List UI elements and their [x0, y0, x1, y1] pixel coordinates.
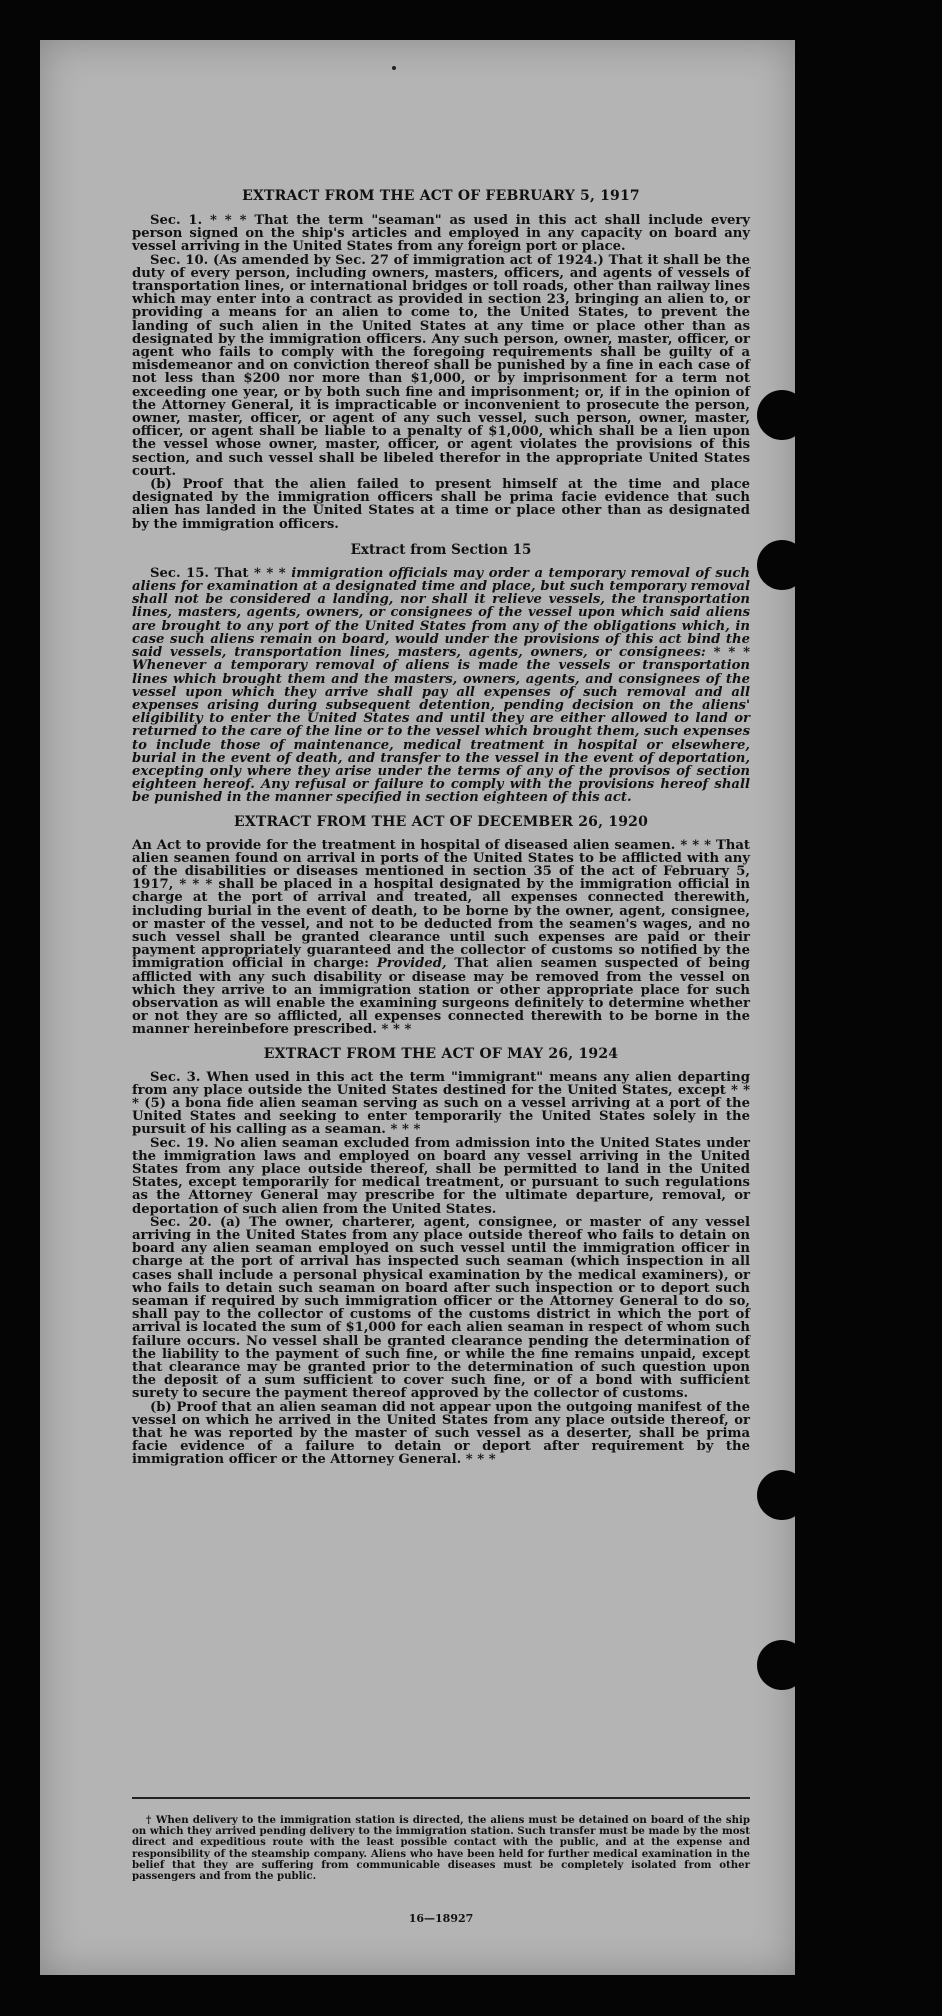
footnote-divider	[132, 1797, 750, 1799]
footnote-text: † When delivery to the immigration station is directed, the aliens must be detained on board of the ship on which they arrived pending delivery to the immigration station. Such transfer must be made by the most direct and expeditious route with the least possible contact with the public, and at the expense and responsibility of the steamship company. Aliens who have been held for further medical examination in the belief that they are suffering from communicable diseases must be completely isolated from other passengers and from the public.	[132, 1814, 750, 1883]
footnote	[132, 1815, 750, 1882]
paragraph-sec-1: Sec. 1. * * * That the term "seaman" as used in this act shall include every person signed on the ship's articles and employed in any capacity on board any vessel arriving in the United States from any foreign port or place.	[132, 213, 750, 255]
section-title-sec-15: Extract from Section 15	[350, 541, 532, 558]
sec-15-lead: Sec. 15. That * * *	[150, 565, 286, 581]
document-number: 16—18927	[408, 1912, 474, 1925]
paragraph-sec-20-a: Sec. 20. (a) The owner, charterer, agent, consignee, or master of any vessel arriving in the United States from any place outside thereof who fails to detain on board any alien seaman employed on such vessel until the immigration officer in charge at the port of arrival has inspected such seaman (which inspection in all cases shall include a personal physical examination by the medical examiners), or who fails to detain such seaman on board after such inspection or to deport such seaman if required by such immigration officer or the Attorney General to do so, shall pay to the collector of customs of the customs district in which the port of arrival is located the sum of $1,000 for each alien seaman in respect of whom such failure occurs. No vessel shall be granted clearance pending the determination of the liability to the payment of such fine, or while the fine remains unpaid, except that clearance may be granted prior to the determination of such question upon the deposit of a sum sufficient to cover such fine, or of a bond with sufficient surety to secure the payment thereof approved by the collector of customs.	[132, 1214, 750, 1402]
document-body	[132, 188, 750, 1467]
punch-hole-2	[757, 540, 807, 590]
paragraph-sec-20-b: (b) Proof that an alien seaman did not appear upon the outgoing manifest of the vessel on which he arrived in the United States from any place outside thereof, or that he was reported by the master of such vessel as a deserter, shall be prima facie evidence of a failure to detain or deport after requirement by the immigration officer or the Attorney General. * * *	[132, 1399, 750, 1468]
section-title-feb-1917: EXTRACT FROM THE ACT OF FEBRUARY 5, 1917	[242, 188, 640, 204]
paragraph-sec-10-b: (b) Proof that the alien failed to present himself at the time and place designated by the immigration officers shall be prima facie evidence that such alien has landed in the United States at a time or place other than as designated by the immigration officers.	[132, 477, 750, 532]
paragraph-sec-10: Sec. 10. (As amended by Sec. 27 of immigration act of 1924.) That it shall be the duty of every person, including owners, masters, officers, and agents of vessels of transportation lines, or international bridges or toll roads, other than railway lines which may enter into a contract as provided in section 23, bringing an alien to, or providing a means for an alien to come to, the United States, to prevent the landing of such alien in the United States at any time or place other than as designated by the immigration officers. Any such person, owner, master, officer, or agent who fails to comply with the foregoing requirements shall be guilty of a misdemeanor and on conviction thereof shall be punished by a fine in each case of not less than $200 nor more than $1,000, or by imprisonment for a term not exceeding one year, or by both such fine and imprisonment; or, if in the opinion of the Attorney General, it is impracticable or inconvenient to prosecute the person, owner, master, officer, or agent of any such vessel, such person, owner, master, officer, or agent shall be liable to a penalty of $1,000, which shall be a lien upon the vessel whose owner, master, officer, or agent violates the provisions of this section, and such vessel shall be libeled therefor in the appropriate United States court.	[132, 252, 750, 479]
section-title-may-1924: EXTRACT FROM THE ACT OF MAY 26, 1924	[263, 1045, 619, 1062]
provided-label: Provided,	[376, 956, 447, 972]
punch-hole-4	[757, 1640, 807, 1690]
punch-hole-1	[757, 390, 807, 440]
sec-15-italic-text: immigration officials may order a temporary removal of such aliens for examination at a designated time and place, but such temporary removal shall not be considered a landing, nor shall it relieve vessels, the transportation lines, masters, agents, owners, or consignees of the vessel upon which said aliens are brought to any port of the United States from any of the obligations which, in case such aliens remain on board, would under the provisions of this act bind the said vessels, transportation lines, masters, agents, owners, or consignees: * * * Whenever a temporary removal of aliens is made the vessels or transportation lines which brought them and the masters, owners, agents, and consignees of the vessel upon which they arrive shall pay all expenses of such removal and all expenses arising during subsequent detention, pending decision on the aliens' eligibility to enter the United States and until they are either allowed to land or returned to the care of the line or to the vessel which brought them, such expenses to include those of maintenance, medical treatment in hospital or elsewhere, burial in the event of death, and transfer to the vessel in the event of deportation, excepting only where they arise under the terms of any of the provisos of section eighteen hereof. Any refusal or failure to comply with the provisions hereof shall be punished in the manner specified in section eighteen of this act.	[132, 565, 750, 806]
document-page	[40, 40, 795, 1975]
dec-1920-text: An Act to provide for the treatment in hospital of diseased alien seamen. * * * That alien seamen found on arrival in ports of the United States to be afflicted with any of the disabilities or diseases mentioned in section 35 of the act of February 5, 1917, * * * shall be placed in a hospital designated by the immigration official in charge at the port of arrival and treated, all expenses connected therewith, including burial in the event of death, to be borne by the owner, agent, consignee, or master of the vessel, and not to be deducted from the seamen's wages, and no such vessel shall be granted clearance until such expenses are paid or their payment appropriately guaranteed and the collector of customs so notified by the immigration official in charge:	[132, 837, 750, 972]
paragraph-sec-15	[132, 567, 750, 805]
paper-speck	[392, 66, 396, 70]
paragraph-sec-3: Sec. 3. When used in this act the term "immigrant" means any alien departing from any place outside the United States destined for the United States, except * * * (5) a bona fide alien seaman serving as such on a vessel arriving at a port of the United States and seeking to enter temporarily the United States solely in the pursuit of his calling as a seaman. * * *	[132, 1069, 750, 1138]
paragraph-sec-19: Sec. 19. No alien seaman excluded from admission into the United States under the immigration laws and employed on board any vessel arriving in the United States from any place outside thereof, shall be permitted to land in the United States, except temporarily for medical treatment, or pursuant to such regulations as the Attorney General may prescribe for the ultimate departure, removal, or deportation of such alien from the United States.	[132, 1135, 750, 1217]
section-title-dec-1920: EXTRACT FROM THE ACT OF DECEMBER 26, 1920	[233, 813, 649, 830]
punch-hole-3	[757, 1470, 807, 1520]
dec-1920-text-rest: That alien seamen suspected of being afflicted with any such disability or disease may be removed from the vessel on which they arrive to an immigration station or other appropriate place for such observation as will enable the examining surgeons definitely to determine whether or not they are so afflicted, all expenses connected therewith to be borne in the manner hereinbefore prescribed. * * *	[132, 956, 751, 1038]
paragraph-dec-1920	[132, 839, 750, 1037]
